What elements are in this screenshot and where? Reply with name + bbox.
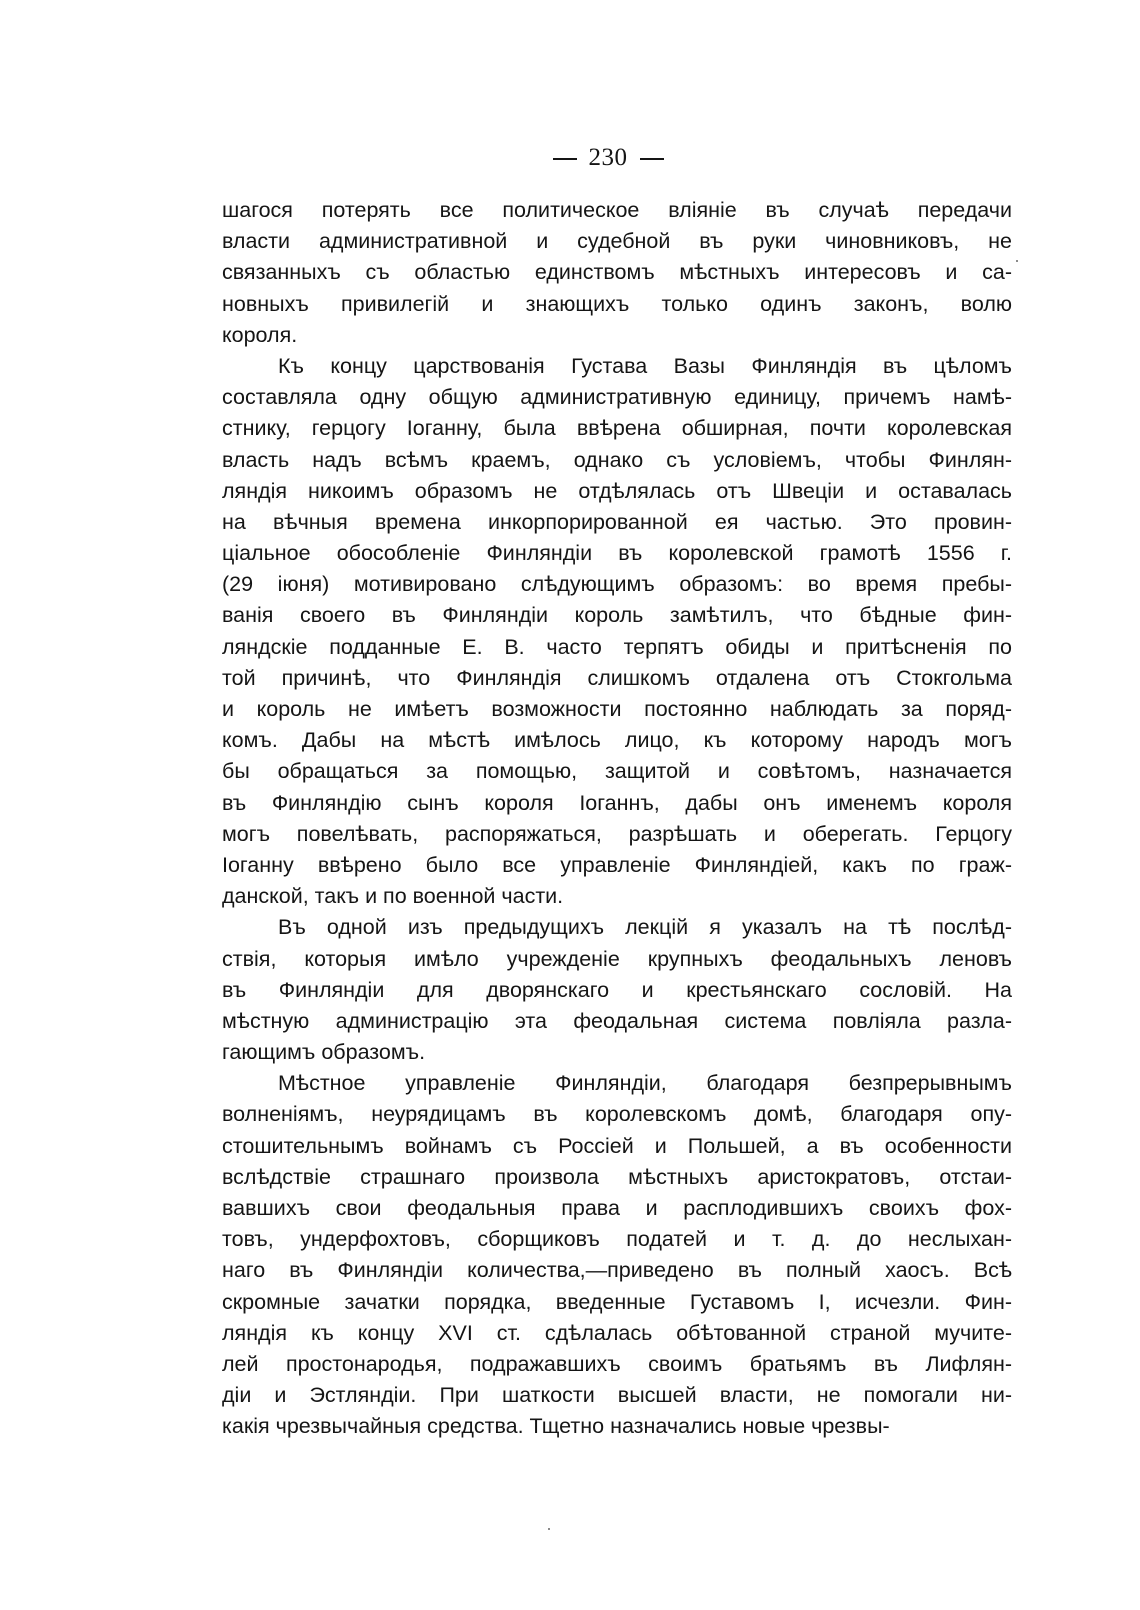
body-text xyxy=(222,195,1012,1443)
text-line: мѣстную администрацію эта феодальная система повліяла разла- xyxy=(222,1008,1012,1033)
text-line: новныхъ привилегій и знающихъ только одинъ законъ, волю xyxy=(222,291,1012,316)
scan-speck xyxy=(548,1528,550,1530)
text-line: и король не имѣетъ возможности постоянно наблюдать за поряд- xyxy=(222,697,1012,721)
text-line: волненіямъ, неурядицамъ въ королевскомъ домѣ, благодаря опу- xyxy=(222,1102,1012,1127)
text-line: могъ повелѣвать, распоряжаться, разрѣшать и оберегать. Герцогу xyxy=(222,821,1012,846)
text-line: наго въ Финляндіи количества,—приведено въ полный хаосъ. Всѣ xyxy=(222,1258,1012,1283)
text-line: ствія, которыя имѣло учрежденіе крупныхъ феодальныхъ леновъ xyxy=(222,946,1012,971)
text-line: вавшихъ свои феодальныя права и расплодившихъ своихъ фох- xyxy=(222,1196,1012,1220)
page-number-left-dash xyxy=(553,158,577,160)
text-line: ціальное обособленіе Финляндіи въ королевской грамотѣ 1556 г. xyxy=(222,541,1012,566)
text-line: Къ концу царствованія Густава Вазы Финляндія въ цѣломъ xyxy=(278,353,1012,378)
text-line: въ Финляндію сынъ короля Іоганнъ, дабы онъ именемъ короля xyxy=(222,790,1012,815)
text-line: комъ. Дабы на мѣстѣ имѣлось лицо, къ которому народъ могъ xyxy=(222,728,1012,753)
text-line: вслѣдствіе страшнаго произвола мѣстныхъ аристократовъ, отстаи- xyxy=(222,1164,1012,1189)
text-line: той причинѣ, что Финляндія слишкомъ отдалена отъ Стокгольма xyxy=(222,665,1012,690)
text-line: на вѣчныя времена инкорпорированной ея частью. Это провин- xyxy=(222,509,1012,534)
text-line: стошительнымъ войнамъ съ Россіей и Польшей, а въ особенности xyxy=(222,1133,1012,1158)
text-line: товъ, ундерфохтовъ, сборщиковъ податей и т. д. до неслыхан- xyxy=(222,1227,1012,1252)
text-line: Мѣстное управленіе Финляндіи, благодаря безпрерывнымъ xyxy=(278,1071,1012,1096)
text-line: Въ одной изъ предыдущихъ лекцій я указалъ на тѣ послѣд- xyxy=(278,915,1012,940)
text-line: составляла одну общую административную единицу, причемъ намѣ- xyxy=(222,385,1012,410)
text-line: власть надъ всѣмъ краемъ, однако съ условіемъ, чтобы Финлян- xyxy=(222,447,1012,472)
text-line: стнику, герцогу Іоганну, была ввѣрена обширная, почти королевская xyxy=(222,416,1012,441)
text-line: какія чрезвычайныя средства. Тщетно назначались новые чрезвы- xyxy=(222,1414,890,1439)
text-line: лей простонародья, подражавшихъ своимъ братьямъ въ Лифлян- xyxy=(222,1351,1012,1376)
text-line: короля. xyxy=(222,322,298,347)
text-line: ляндія никоимъ образомъ не отдѣлялась отъ Швеціи и оставалась xyxy=(222,478,1012,503)
text-line: діи и Эстляндіи. При шаткости высшей власти, не помогали ни- xyxy=(222,1383,1012,1408)
text-line: данской, такъ и по военной части. xyxy=(222,884,564,909)
text-line: въ Финляндіи для дворянскаго и крестьянскаго сословій. На xyxy=(222,977,1012,1002)
text-line: шагося потерять все политическое вліяніе въ случаѣ передачи xyxy=(222,198,1012,222)
text-line: ванія своего въ Финляндіи король замѣтилъ, что бѣдные фин- xyxy=(222,603,1012,628)
text-line: власти административной и судебной въ руки чиновниковъ, не xyxy=(222,229,1012,254)
paragraph xyxy=(222,1068,1012,1442)
paragraph xyxy=(222,351,1012,912)
text-line: Іоганну ввѣрено было все управленіе Финляндіей, какъ по граж- xyxy=(222,852,1012,877)
text-line: (29 іюня) мотивировано слѣдующимъ образомъ: во время пребы- xyxy=(222,572,1012,597)
text-line: скромные зачатки порядка, введенные Густавомъ I, исчезли. Фин- xyxy=(222,1289,1012,1314)
page-number-value: 230 xyxy=(588,144,628,171)
page-number xyxy=(38,144,1140,172)
scan-speck xyxy=(1016,260,1018,262)
text-line: связанныхъ съ областью единствомъ мѣстныхъ интересовъ и са- xyxy=(222,260,1012,285)
paragraph xyxy=(222,195,1012,351)
text-line: гающимъ образомъ. xyxy=(222,1040,426,1065)
text-line: ляндія къ концу XVI ст. сдѣлалась обѣтованной страной мучите- xyxy=(222,1320,1012,1345)
text-line: ляндскіе подданные Е. В. часто терпятъ обиды и притѣсненія по xyxy=(222,634,1012,659)
page-number-right-dash xyxy=(640,158,664,160)
text-line: бы обращаться за помощью, защитой и совѣтомъ, назначается xyxy=(222,759,1012,784)
paragraph xyxy=(222,912,1012,1068)
